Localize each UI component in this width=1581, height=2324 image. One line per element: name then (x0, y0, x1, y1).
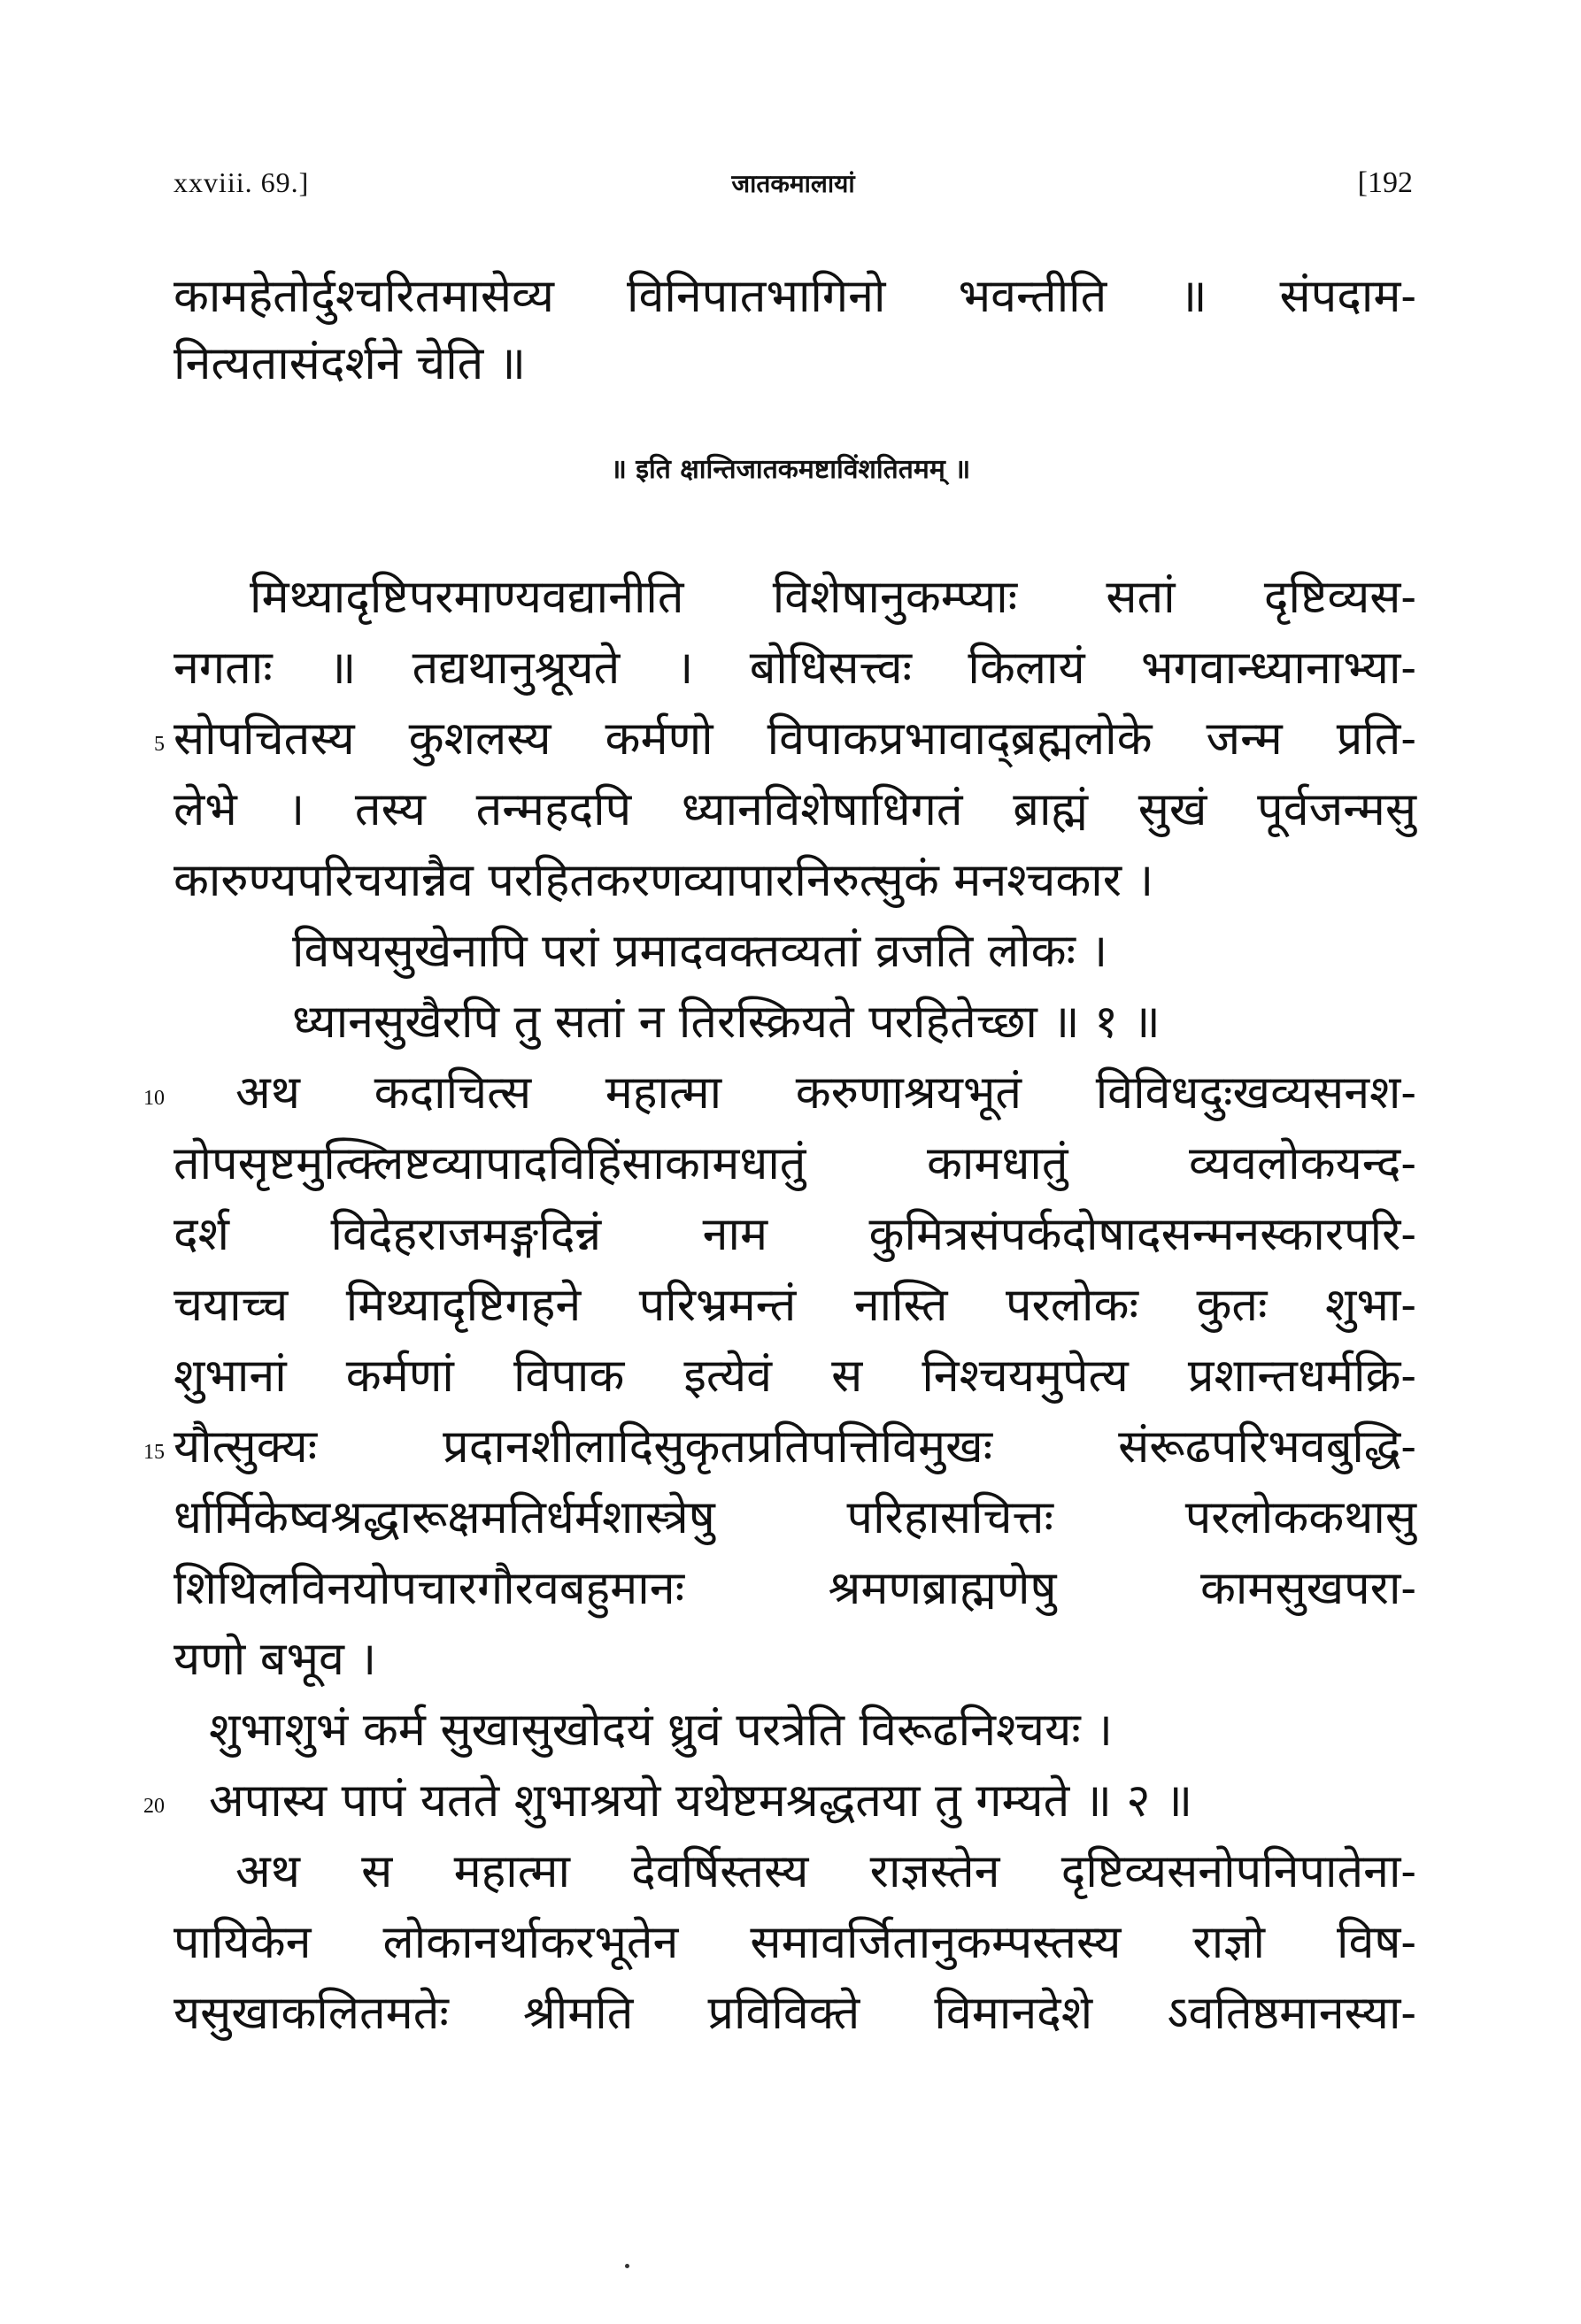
text-line: अथ कदाचित्स महात्मा करुणाश्रयभूतं विविधदुःखव्यसनश- (235, 1066, 1416, 1120)
line-number: 10 (143, 1087, 165, 1110)
text-line: कामहेतोर्दुश्चरितमासेव्य विनिपातभागिनो भवन्तीति ॥ संपदाम- (174, 270, 1416, 323)
line-number: 20 (143, 1795, 165, 1818)
line-number: 15 (143, 1441, 165, 1464)
text-line: शुभानां कर्मणां विपाक इत्येवं स निश्चयमुपेत्य प्रशान्तधर्मक्रि- (174, 1350, 1416, 1403)
text-line: यसुखाकलितमतेः श्रीमति प्रविविक्ते विमानदेशे ऽवतिष्ठमानस्या- (174, 1987, 1416, 2040)
verse-reference: xxviii. 69.] (174, 166, 310, 198)
text-line: लेभे । तस्य तन्महदपि ध्यानविशेषाधिगतं ब्राह्मं सुखं पूर्वजन्मसु (174, 783, 1416, 836)
book-title: जातकमालायां (731, 169, 855, 198)
text-line: यौत्सुक्यः प्रदानशीलादिसुकृतप्रतिपत्तिविमुखः संरूढपरिभवबुद्धि- (174, 1420, 1416, 1474)
text-line: सोपचितस्य कुशलस्य कर्मणो विपाकप्रभावाद्ब्रह्मलोके जन्म प्रति- (174, 712, 1416, 766)
verse-line: विषयसुखेनापि परां प्रमादवक्तव्यतां व्रजति लोकः । (292, 925, 1108, 978)
text-line: अथ स महात्मा देवर्षिस्तस्य राज्ञस्तेन दृष्टिव्यसनोपनिपातेना- (235, 1845, 1416, 1898)
text-line: पायिकेन लोकानर्थाकरभूतेन समावर्जितानुकम्पस्तस्य राज्ञो विष- (174, 1916, 1416, 1969)
text-line: मिथ्यादृष्टिपरमाण्यवद्यानीति विशेषानुकम्प्याः सतां दृष्टिव्यस- (250, 571, 1416, 624)
main-text (174, 566, 1416, 2159)
text-line: चयाच्च मिथ्यादृष्टिगहने परिभ्रमन्तं नास्ति परलोकः कुतः शुभा- (174, 1279, 1416, 1332)
printer-mark (625, 2264, 629, 2268)
text-line: शिथिलविनयोपचारगौरवबहुमानः श्रमणब्राह्मणेषु कामसुखपरा- (174, 1562, 1416, 1615)
text-line: कारुण्यपरिचयान्नैव परहितकरणव्यापारनिरुत्सुकं मनश्चकार । (174, 854, 1154, 907)
text-line: नित्यतासंदर्शने चेति ॥ (174, 337, 526, 390)
text-line: र्धार्मिकेष्वश्रद्धारूक्षमतिर्धर्मशास्त्रेषु परिहासचित्तः परलोककथासु (174, 1491, 1416, 1544)
line-number: 5 (154, 733, 165, 756)
text-line: नगताः ॥ तद्यथानुश्रूयते । बोधिसत्त्वः किलायं भगवान्ध्यानाभ्या- (174, 642, 1416, 695)
running-head (174, 166, 1413, 211)
page-number: [192 (1357, 166, 1413, 199)
verse-line: शुभाशुभं कर्म सुखासुखोदयं ध्रुवं परत्रेति विरूढनिश्चयः । (209, 1704, 1113, 1757)
verse-line: ध्यानसुखैरपि तु सतां न तिरस्क्रियते परहितेच्छा ॥ १ ॥ (292, 996, 1161, 1049)
text-line: यणो बभूव । (174, 1633, 377, 1686)
chapter-colophon: ॥ इति क्षान्तिजातकमष्टाविंशतितमम् ॥ (610, 454, 971, 485)
text-line: तोपसृष्टमुत्क्लिष्टव्यापादविहिंसाकामधातुं कामधातुं व्यवलोकयन्द- (174, 1137, 1416, 1190)
text-line: दर्श विदेहराजमङ्गदिन्नं नाम कुमित्रसंपर्कदोषादसन्मनस्कारपरि- (174, 1208, 1416, 1261)
verse-line: अपास्य पापं यतते शुभाश्रयो यथेष्टमश्रद्धतया तु गम्यते ॥ २ ॥ (209, 1774, 1193, 1828)
top-paragraph (174, 265, 1416, 407)
